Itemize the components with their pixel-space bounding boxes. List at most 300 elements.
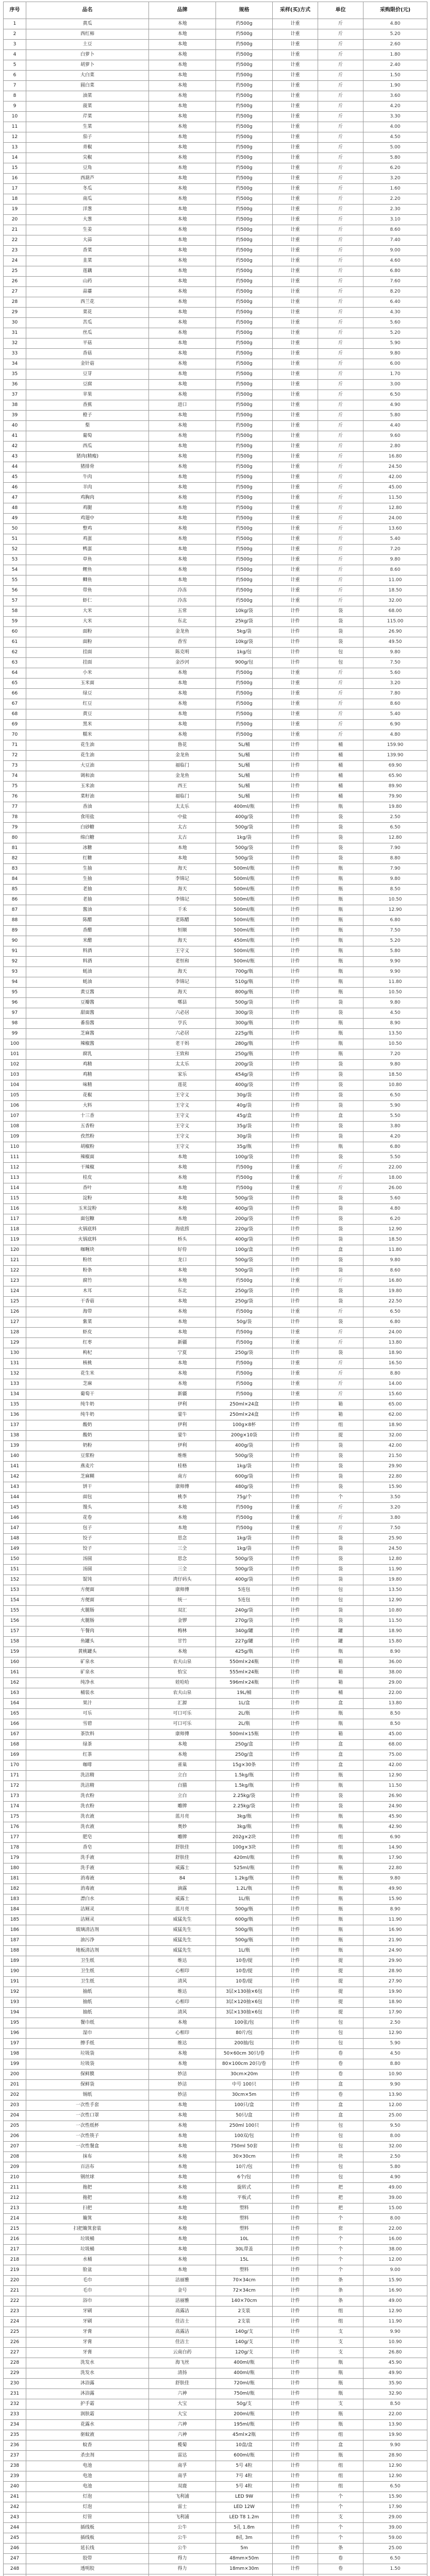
cell-unit: 瓶 xyxy=(318,1142,363,1153)
cell-brand: 威猛先生 xyxy=(149,1936,216,1946)
cell-brand: 公牛 xyxy=(149,2533,216,2544)
cell-spec: 约500g xyxy=(216,514,273,524)
table-row xyxy=(4,988,427,998)
cell-spec: 500ml/瓶 xyxy=(216,957,273,967)
cell-unit: 袋 xyxy=(318,1297,363,1307)
cell-brand: 本地 xyxy=(149,411,216,421)
cell-spec: 5L/桶 xyxy=(216,782,273,792)
cell-sampling-method: 计件 xyxy=(273,1575,318,1585)
cell-brand: 太古 xyxy=(149,833,216,843)
cell-sampling-method: 计件 xyxy=(273,1214,318,1225)
cell-brand: 可口可乐 xyxy=(149,1709,216,1719)
cell-sampling-method: 计重 xyxy=(273,256,318,266)
cell-unit: 包 xyxy=(318,2028,363,2039)
cell-brand: 六必居 xyxy=(149,1008,216,1019)
cell-sampling-method: 计件 xyxy=(273,1719,318,1730)
cell-spec: 约500g xyxy=(216,246,273,256)
cell-unit: 桶 xyxy=(318,761,363,771)
cell-unit: 盒 xyxy=(318,1760,363,1771)
cell-price: 49.50 xyxy=(363,637,427,648)
cell-sampling-method: 计重 xyxy=(273,19,318,29)
cell-sampling-method: 计重 xyxy=(273,225,318,235)
table-row xyxy=(4,1863,427,1874)
cell-unit: 斤 xyxy=(318,555,363,565)
table-row xyxy=(4,1153,427,1163)
table-row xyxy=(4,1884,427,1894)
cell-item-name: 梨 xyxy=(26,421,149,431)
cell-sampling-method: 计重 xyxy=(273,194,318,205)
cell-brand: 本地 xyxy=(149,514,216,524)
cell-brand: 本地 xyxy=(149,308,216,318)
cell-item-name: 钢丝球 xyxy=(26,2173,149,2183)
cell-brand: 郫县 xyxy=(149,998,216,1008)
cell-brand: 本地 xyxy=(149,679,216,689)
table-header-row xyxy=(4,2,427,19)
cell-index: 87 xyxy=(4,905,26,916)
cell-price: 22.00 xyxy=(363,1163,427,1173)
cell-sampling-method: 计重 xyxy=(273,1503,318,1513)
cell-index: 86 xyxy=(4,895,26,905)
cell-spec: 600g/瓶 xyxy=(216,1915,273,1925)
cell-index: 126 xyxy=(4,1307,26,1317)
cell-item-name: 鸡胸肉 xyxy=(26,493,149,503)
table-row xyxy=(4,2544,427,2554)
cell-brand: 六神 xyxy=(149,2430,216,2441)
cell-sampling-method: 计件 xyxy=(273,885,318,895)
table-row xyxy=(4,225,427,235)
cell-brand: 雕牌 xyxy=(149,1802,216,1812)
table-row xyxy=(4,174,427,184)
cell-brand: 金龙鱼 xyxy=(149,771,216,782)
cell-index: 182 xyxy=(4,1884,26,1894)
cell-price: 5.20 xyxy=(363,328,427,338)
cell-sampling-method: 计重 xyxy=(273,524,318,534)
cell-price: 9.00 xyxy=(363,246,427,256)
cell-sampling-method: 计重 xyxy=(273,586,318,596)
table-row xyxy=(4,1472,427,1482)
cell-price: 6.50 xyxy=(363,2554,427,2564)
cell-spec: 500g/袋 xyxy=(216,1565,273,1575)
cell-spec: 40g/袋 xyxy=(216,1101,273,1111)
table-row xyxy=(4,2502,427,2513)
cell-spec: 1kg/袋 xyxy=(216,1462,273,1472)
table-row xyxy=(4,1214,427,1225)
table-row xyxy=(4,2554,427,2564)
cell-sampling-method: 计件 xyxy=(273,751,318,761)
table-row xyxy=(4,586,427,596)
cell-brand: 王守义 xyxy=(149,946,216,957)
table-row xyxy=(4,874,427,885)
cell-brand: 本地 xyxy=(149,421,216,431)
table-row xyxy=(4,40,427,50)
table-row xyxy=(4,679,427,689)
table-row xyxy=(4,1441,427,1451)
cell-spec: 900g/包 xyxy=(216,658,273,668)
cell-unit: 个 xyxy=(318,2492,363,2502)
cell-sampling-method: 计件 xyxy=(273,2121,318,2131)
cell-spec: 5kg/袋 xyxy=(216,627,273,637)
cell-item-name: 菠菜 xyxy=(26,101,149,112)
cell-unit: 提 xyxy=(318,1987,363,1997)
cell-index: 237 xyxy=(4,2451,26,2461)
cell-price: 25.90 xyxy=(363,1534,427,1544)
cell-brand: 本地 xyxy=(149,442,216,452)
cell-unit: 斤 xyxy=(318,1173,363,1183)
cell-sampling-method: 计件 xyxy=(273,2368,318,2379)
table-row xyxy=(4,1513,427,1523)
cell-spec: 10kg/袋 xyxy=(216,637,273,648)
cell-index: 99 xyxy=(4,1029,26,1039)
cell-price: 3.20 xyxy=(363,174,427,184)
cell-brand: 恒顺 xyxy=(149,926,216,936)
cell-spec: 2L/瓶 xyxy=(216,1709,273,1719)
cell-spec: 15g×30条 xyxy=(216,1760,273,1771)
cell-index: 231 xyxy=(4,2389,26,2399)
cell-unit: 斤 xyxy=(318,174,363,184)
cell-price: 45.00 xyxy=(363,1730,427,1740)
cell-spec: 2支装 xyxy=(216,2317,273,2327)
table-row xyxy=(4,1956,427,1967)
table-row xyxy=(4,555,427,565)
cell-index: 199 xyxy=(4,2059,26,2070)
cell-unit: 袋 xyxy=(318,1462,363,1472)
cell-unit: 斤 xyxy=(318,266,363,277)
cell-price: 5.80 xyxy=(363,2162,427,2173)
cell-unit: 斤 xyxy=(318,1163,363,1173)
cell-item-name: 腐竹 xyxy=(26,1276,149,1286)
cell-brand: 本地 xyxy=(149,60,216,71)
cell-item-name: 面包糠 xyxy=(26,1214,149,1225)
cell-price: 32.00 xyxy=(363,2142,427,2152)
cell-index: 88 xyxy=(4,916,26,926)
cell-brand: 南孚 xyxy=(149,2471,216,2482)
cell-spec: 225g/瓶 xyxy=(216,1029,273,1039)
cell-index: 84 xyxy=(4,874,26,885)
cell-price: 1.60 xyxy=(363,184,427,194)
cell-index: 168 xyxy=(4,1740,26,1750)
cell-unit: 盒 xyxy=(318,1740,363,1750)
cell-price: 7.90 xyxy=(363,864,427,874)
cell-brand: 本地 xyxy=(149,2059,216,2070)
cell-item-name: 扫把簸箕套装 xyxy=(26,2224,149,2234)
cell-spec: 10片/包 xyxy=(216,2162,273,2173)
cell-price: 12.00 xyxy=(363,2255,427,2265)
table-row xyxy=(4,699,427,709)
cell-brand: 本地 xyxy=(149,843,216,854)
cell-spec: 1L/瓶 xyxy=(216,1894,273,1905)
cell-sampling-method: 计件 xyxy=(273,782,318,792)
cell-unit: 个 xyxy=(318,2533,363,2544)
cell-price: 9.80 xyxy=(363,1874,427,1884)
cell-item-name: 一次性餐盒 xyxy=(26,2142,149,2152)
cell-spec: 25kg/袋 xyxy=(216,617,273,627)
cell-item-name: 一次性手套 xyxy=(26,2100,149,2111)
cell-brand: 舒肤佳 xyxy=(149,2379,216,2389)
table-row xyxy=(4,369,427,380)
cell-price: 16.00 xyxy=(363,2234,427,2245)
cell-item-name: 猪肉(精瘦) xyxy=(26,452,149,462)
cell-brand: 飞利浦 xyxy=(149,2492,216,2502)
cell-unit: 包 xyxy=(318,2039,363,2049)
cell-index: 177 xyxy=(4,1833,26,1843)
cell-sampling-method: 计件 xyxy=(273,1122,318,1132)
cell-spec: 约500g xyxy=(216,256,273,266)
cell-item-name: 米醋 xyxy=(26,936,149,946)
cell-spec: 约500g xyxy=(216,730,273,740)
cell-item-name: 辣椒酱 xyxy=(26,1039,149,1049)
cell-brand: 得力 xyxy=(149,2564,216,2574)
cell-unit: 桶 xyxy=(318,782,363,792)
cell-sampling-method: 计件 xyxy=(273,658,318,668)
cell-price: 5.20 xyxy=(363,936,427,946)
cell-sampling-method: 计重 xyxy=(273,205,318,215)
cell-item-name: 百洁布 xyxy=(26,2162,149,2173)
cell-item-name: 大料 xyxy=(26,1101,149,1111)
cell-sampling-method: 计件 xyxy=(273,988,318,998)
cell-brand: 太古 xyxy=(149,823,216,833)
cell-price: 6.20 xyxy=(363,163,427,174)
cell-index: 244 xyxy=(4,2523,26,2533)
cell-brand: 鲁花 xyxy=(149,740,216,751)
cell-item-name: 蚊香 xyxy=(26,2441,149,2451)
cell-spec: 约500g xyxy=(216,452,273,462)
cell-unit: 瓶 xyxy=(318,802,363,812)
cell-spec: 500g/袋 xyxy=(216,1451,273,1462)
cell-brand: 本地 xyxy=(149,565,216,575)
cell-brand: 甘竹 xyxy=(149,1637,216,1647)
cell-spec: 3层×120抽×6包 xyxy=(216,1997,273,2008)
cell-item-name: 锡纸 xyxy=(26,2090,149,2100)
table-row xyxy=(4,184,427,194)
cell-price: 4.90 xyxy=(363,400,427,411)
cell-brand: 洁丽雅 xyxy=(149,2276,216,2286)
cell-item-name: 牙膏 xyxy=(26,2348,149,2358)
table-row xyxy=(4,1256,427,1266)
table-row xyxy=(4,2162,427,2173)
cell-price: 28.90 xyxy=(363,2451,427,2461)
cell-sampling-method: 计重 xyxy=(273,266,318,277)
cell-price: 19.90 xyxy=(363,2430,427,2441)
cell-brand: 汇源 xyxy=(149,1699,216,1709)
cell-item-name: 延长线 xyxy=(26,2544,149,2554)
cell-item-name: 苹果 xyxy=(26,390,149,400)
cell-index: 166 xyxy=(4,1719,26,1730)
cell-price: 1.50 xyxy=(363,71,427,81)
cell-price: 8.50 xyxy=(363,1719,427,1730)
cell-item-name: 一次性筷子 xyxy=(26,2131,149,2142)
cell-brand: 本地 xyxy=(149,101,216,112)
cell-sampling-method: 计件 xyxy=(273,1256,318,1266)
cell-brand: 千禾 xyxy=(149,905,216,916)
cell-price: 79.90 xyxy=(363,792,427,802)
cell-item-name: 洋葱 xyxy=(26,205,149,215)
cell-item-name: 挂面 xyxy=(26,648,149,658)
cell-index: 113 xyxy=(4,1173,26,1183)
cell-index: 117 xyxy=(4,1214,26,1225)
cell-index: 92 xyxy=(4,957,26,967)
cell-item-name: 绿茶 xyxy=(26,1740,149,1750)
cell-item-name: 红枣 xyxy=(26,1338,149,1348)
cell-sampling-method: 计件 xyxy=(273,1699,318,1709)
cell-brand: 本地 xyxy=(149,277,216,287)
cell-index: 239 xyxy=(4,2471,26,2482)
cell-item-name: 洗衣液 xyxy=(26,1812,149,1822)
cell-item-name: 海带 xyxy=(26,1307,149,1317)
table-row xyxy=(4,1688,427,1699)
table-row xyxy=(4,967,427,977)
cell-spec: 340g/罐 xyxy=(216,1626,273,1637)
table-row xyxy=(4,2059,427,2070)
table-row xyxy=(4,895,427,905)
cell-brand: 金锣 xyxy=(149,1616,216,1626)
cell-spec: 140g/支 xyxy=(216,2337,273,2348)
cell-item-name: 毛巾 xyxy=(26,2286,149,2296)
cell-sampling-method: 计件 xyxy=(273,2420,318,2430)
cell-sampling-method: 计重 xyxy=(273,297,318,308)
cell-price: 68.00 xyxy=(363,1740,427,1750)
cell-price: 6.50 xyxy=(363,2482,427,2492)
table-row xyxy=(4,112,427,122)
cell-sampling-method: 计件 xyxy=(273,1070,318,1080)
cell-item-name: 茄子 xyxy=(26,132,149,143)
cell-item-name: 木耳 xyxy=(26,1286,149,1297)
cell-price: 8.90 xyxy=(363,1905,427,1915)
cell-brand: 本地 xyxy=(149,2018,216,2028)
cell-sampling-method: 计件 xyxy=(273,2245,318,2255)
cell-spec: 约500g xyxy=(216,679,273,689)
table-row xyxy=(4,606,427,617)
cell-sampling-method: 计件 xyxy=(273,2028,318,2039)
cell-price: 11.80 xyxy=(363,977,427,988)
table-row xyxy=(4,2039,427,2049)
cell-brand: 雕牌 xyxy=(149,1833,216,1843)
table-row xyxy=(4,1307,427,1317)
cell-item-name: 饺子 xyxy=(26,1534,149,1544)
cell-item-name: 花生油 xyxy=(26,751,149,761)
cell-index: 220 xyxy=(4,2276,26,2286)
cell-brand: 维达 xyxy=(149,1987,216,1997)
cell-price: 10.80 xyxy=(363,1606,427,1616)
table-row xyxy=(4,668,427,679)
table-row xyxy=(4,1286,427,1297)
cell-price: 8.60 xyxy=(363,699,427,709)
table-row xyxy=(4,215,427,225)
cell-unit: 瓶 xyxy=(318,2420,363,2430)
cell-unit: 斤 xyxy=(318,246,363,256)
cell-index: 96 xyxy=(4,998,26,1008)
cell-unit: 斤 xyxy=(318,411,363,421)
cell-sampling-method: 计重 xyxy=(273,1338,318,1348)
cell-brand: 海天 xyxy=(149,936,216,946)
table-row xyxy=(4,1833,427,1843)
cell-unit: 瓶 xyxy=(318,2379,363,2389)
cell-price: 4.30 xyxy=(363,308,427,318)
cell-spec: 约500g xyxy=(216,462,273,472)
cell-item-name: 生姜 xyxy=(26,225,149,235)
cell-brand: 本地 xyxy=(149,472,216,483)
cell-item-name: 鸡腿 xyxy=(26,503,149,514)
cell-item-name: 饼干 xyxy=(26,1482,149,1493)
cell-unit xyxy=(318,2574,363,2576)
cell-unit: 瓶 xyxy=(318,2358,363,2368)
cell-item-name: 纯净水 xyxy=(26,1678,149,1688)
cell-unit: 斤 xyxy=(318,720,363,730)
cell-item-name: 核桃 xyxy=(26,1359,149,1369)
cell-unit: 卷 xyxy=(318,2070,363,2080)
cell-spec: 100g×8杯 xyxy=(216,1420,273,1431)
cell-index: 52 xyxy=(4,545,26,555)
cell-sampling-method: 计件 xyxy=(273,1997,318,2008)
table-row xyxy=(4,1575,427,1585)
table-row xyxy=(4,1709,427,1719)
cell-price: 2.60 xyxy=(363,40,427,50)
cell-spec: 约500g xyxy=(216,40,273,50)
cell-unit: 个 xyxy=(318,2234,363,2245)
cell-brand: 海天 xyxy=(149,864,216,874)
cell-unit: 罐 xyxy=(318,1637,363,1647)
cell-spec: 5连包 xyxy=(216,1596,273,1606)
cell-index: 71 xyxy=(4,740,26,751)
cell-item-name: 花生米 xyxy=(26,1369,149,1379)
cell-sampling-method: 计件 xyxy=(273,2049,318,2059)
table-row xyxy=(4,1091,427,1101)
cell-item-name: 洗洁精 xyxy=(26,1771,149,1781)
table-row xyxy=(4,421,427,431)
cell-unit: 组 xyxy=(318,2471,363,2482)
cell-brand: 东北 xyxy=(149,617,216,627)
cell-item-name: 牛肉 xyxy=(26,472,149,483)
cell-item-name: 一次性纸杯 xyxy=(26,2121,149,2131)
cell-unit: 瓶 xyxy=(318,1812,363,1822)
cell-brand: 本地 xyxy=(149,215,216,225)
cell-sampling-method: 计重 xyxy=(273,1369,318,1379)
cell-unit: 袋 xyxy=(318,812,363,823)
cell-unit: 包 xyxy=(318,2121,363,2131)
table-row xyxy=(4,1781,427,1791)
cell-unit: 斤 xyxy=(318,1359,363,1369)
cell-brand: 康师傅 xyxy=(149,1585,216,1596)
table-row xyxy=(4,1905,427,1915)
cell-unit: 斤 xyxy=(318,421,363,431)
cell-sampling-method: 计重 xyxy=(273,575,318,586)
cell-index: 89 xyxy=(4,926,26,936)
cell-sampling-method: 计件 xyxy=(273,2544,318,2554)
cell-spec: 2支装 xyxy=(216,2307,273,2317)
cell-index: 128 xyxy=(4,1328,26,1338)
cell-price: 4.50 xyxy=(363,132,427,143)
cell-unit: 斤 xyxy=(318,1513,363,1523)
cell-index: 223 xyxy=(4,2307,26,2317)
cell-index: 104 xyxy=(4,1080,26,1091)
cell-price: 5.80 xyxy=(363,946,427,957)
header-brand: 品牌 xyxy=(149,2,216,19)
cell-unit: 条 xyxy=(318,2276,363,2286)
cell-item-name: 灯管 xyxy=(26,2513,149,2523)
cell-sampling-method: 计重 xyxy=(273,132,318,143)
cell-index: 94 xyxy=(4,977,26,988)
cell-sampling-method: 计件 xyxy=(273,2348,318,2358)
cell-spec: 500ml/瓶 xyxy=(216,916,273,926)
cell-spec: 约500g xyxy=(216,472,273,483)
table-row xyxy=(4,19,427,29)
cell-sampling-method: 计件 xyxy=(273,2183,318,2193)
cell-price: 12.90 xyxy=(363,2028,427,2039)
cell-unit: 袋 xyxy=(318,1194,363,1204)
cell-index: 69 xyxy=(4,720,26,730)
cell-brand: 本地 xyxy=(149,730,216,740)
cell-price: 13.90 xyxy=(363,2420,427,2430)
cell-item-name: 胡萝卜 xyxy=(26,60,149,71)
